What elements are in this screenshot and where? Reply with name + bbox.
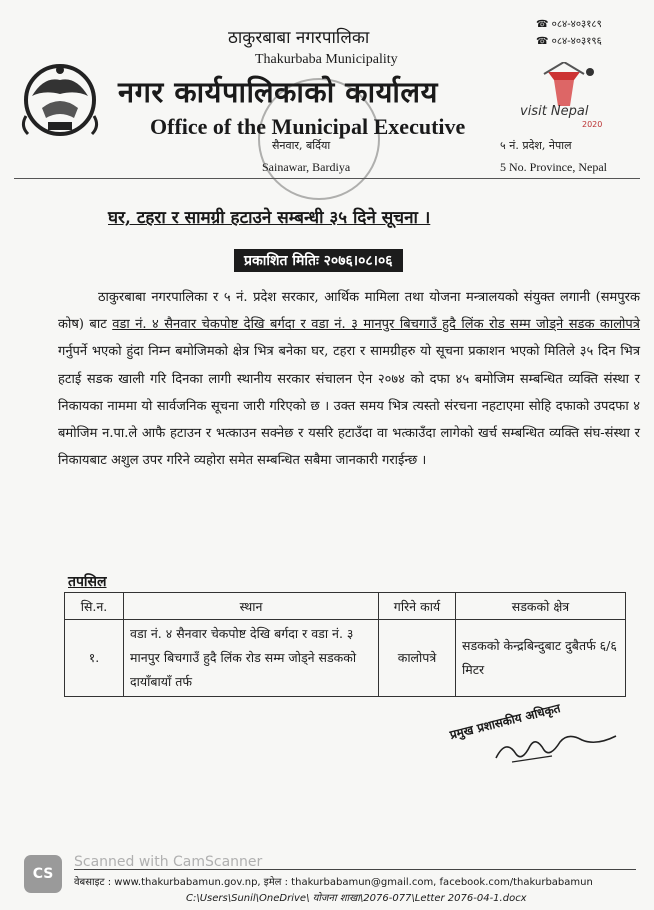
visit-nepal-text: visit Nepal [520,104,589,119]
office-title-np: नगर कार्यपालिकाको कार्यालय [118,75,438,109]
table-cell-place: वडा नं. ४ सैनवार चेकपोष्ट देखि बर्गदा र वडा नं. ३ मानपुर बिचगाउँ हुदै लिंक रोड सम्म जोड्ने सडकको दायाँबायाँ तर्फ [124,620,379,697]
table-cell-work: कालोपत्रे [379,620,456,697]
visit-nepal-year: 2020 [582,120,603,129]
schedule-table [64,592,626,697]
address-en: Sainawar, Bardiya [262,160,351,174]
notice-body [58,284,640,474]
address-np: सैनवार, बर्दिया [272,139,331,152]
scanner-watermark: Scanned with CamScanner [74,854,263,870]
phone-number: ☎ ०८४-४०३१८९ [536,19,602,30]
table-header-row [65,593,626,620]
body-text-start: ठाकुरबाबा नगरपालिका र ५ नं. प्रदेश सरकार, आर्थिक मामिला तथा योजना मन्त्रालयको संयुक्त लगानी (समपुरक कोष) बाट [58,290,640,333]
road-project-underlined: वडा नं. ४ सैनवार चेकपोष्ट देखि बर्गदा र वडा नं. ३ मानपुर बिचगाउँ हुदै लिंक रोड सम्म जोड्ने सडक कालोपत्रे [112,317,640,333]
table-row [65,620,626,697]
notice-title: घर, टहरा र सामग्री हटाउने सम्बन्धी ३५ दिने सूचना । [108,208,431,228]
column-header: स्थान [124,593,379,620]
phone-number: ☎ ०८४-४०३१९६ [536,36,602,47]
office-seal-stamp [258,78,380,200]
province-np: ५ नं. प्रदेश, नेपाल [500,139,572,152]
column-header: सि.न. [65,593,124,620]
signatory-title: प्रमुख प्रशासकीय अधिकृत [448,701,562,743]
column-header: सडकको क्षेत्र [456,593,626,620]
notice-paragraph [58,284,640,474]
footer-file-path: C:\Users\Sunil\OneDrive\ योजना शाखा\2076-077\Letter 2076-04-1.docx [186,893,527,904]
header-divider [14,178,640,179]
office-title-en: Office of the Municipal Executive [150,114,466,139]
signature-icon [492,728,622,768]
table-cell-sn: १. [65,620,124,697]
published-date-badge: प्रकाशित मितिः २०७६।०८।०६ [234,249,403,272]
footer-contact: वेबसाइट : www.thakurbabamun.gov.np, इमेल : thakurbabamun@gmail.com, facebook.com/thakurbabamun [74,877,593,888]
municipality-name-np: ठाकुरबाबा नगरपालिका [228,28,370,48]
camscanner-logo-icon: CS [24,855,62,893]
schedule-label: तपसिल [68,574,107,590]
footer-divider [74,869,636,870]
body-text-end: गर्नुपर्ने भएको हुंदा निम्न बमोजिमको क्षेत्र भित्र बनेका घर, टहरा र सामग्रीहरु यो सूचना प्रकाशन भएको मितिले ३५ दिन भित्र हटाई सडक खाली गरि दिनका लागी स्थानीय सरकार संचालन ऐन २०७४ को दफा ४५ बमोजिम सम्बन्धित व्यक्ति संस्था र निकायका नाममा यो सार्वजनिक सूचना जारी गरिएको छ । उक्त समय भित्र त्यस्तो संरचना नहटाएमा सोहि दफाको उपदफा ४ बमोजिम न.पा.ले आफै हटाउन र भत्काउन सक्नेछ र यसरि हटाउँदा वा भत्काउँदा लागेको खर्च सम्बन्धित व्यक्ति संघ-संस्था र निकायबाट अशुल उपर गरिने व्यहोरा समेत सम्बन्धित सबैमा जानकारी गराईन्छ । [58,344,640,469]
municipality-name-en: Thakurbaba Municipality [255,52,398,67]
table-cell-area: सडकको केन्द्रबिन्दुबाट दुबैतर्फ ६/६ मिटर [456,620,626,697]
nepal-emblem-icon [14,56,106,146]
phone-numbers [536,16,602,50]
column-header: गरिने कार्य [379,593,456,620]
province-en: 5 No. Province, Nepal [500,160,607,174]
